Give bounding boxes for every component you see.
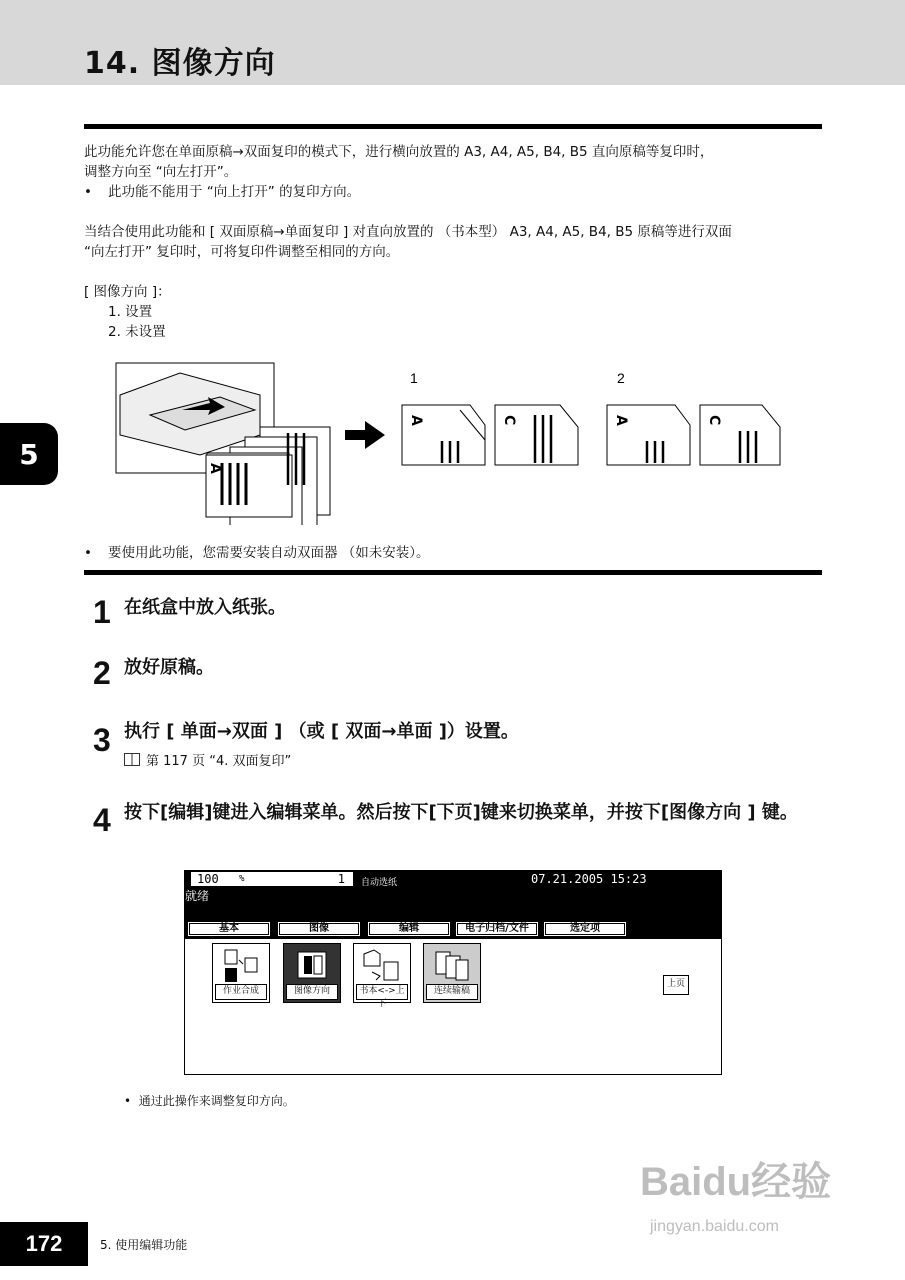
step-2-text: 放好原稿。 — [124, 657, 214, 678]
reference-text: 第 117 页 “4. 双面复印” — [146, 754, 292, 769]
step-4-number: 4 — [93, 802, 111, 838]
job-build-button[interactable] — [212, 943, 270, 1003]
continuous-feed-icon — [432, 948, 472, 984]
continuous-feed-button[interactable] — [423, 943, 481, 1003]
bullet-dot: • — [84, 545, 92, 561]
install-note — [84, 543, 430, 563]
job-build-label: 作业合成 — [215, 984, 267, 1000]
datetime: 07.21.2005 15:23 — [531, 872, 647, 886]
image-direction-icon — [292, 948, 332, 984]
step-1-number: 1 — [93, 594, 111, 630]
reference-link[interactable] — [124, 750, 291, 769]
up-page-button[interactable]: 上页 — [663, 975, 689, 995]
svg-text:A: A — [408, 415, 424, 426]
figure-label-2: 2 — [617, 370, 625, 386]
zoom-field — [191, 872, 353, 886]
bullet-dot: • — [84, 184, 92, 200]
intro-bullet — [84, 182, 360, 202]
svg-text:C: C — [501, 415, 517, 426]
zoom-percent: % — [239, 874, 245, 884]
section-rule-top — [84, 124, 822, 129]
chapter-tab: 5 — [0, 423, 58, 485]
step-3-text: 执行 [ 单面→双面 ] （或 [ 双面→单面 ]）设置。 — [124, 721, 519, 742]
control-panel-screen — [184, 870, 722, 1075]
job-build-icon — [221, 948, 261, 984]
svg-text:A: A — [207, 463, 223, 474]
footer-section: 5. 使用编辑功能 — [100, 1238, 188, 1252]
book-tablet-button[interactable] — [353, 943, 411, 1009]
para2-line-1: 当结合使用此功能和 [ 双面原稿→单面复印 ] 对直向放置的 （书本型） A3, A4, A5, B4, B5 原稿等进行双面 — [84, 224, 732, 240]
screen-status-bar — [185, 871, 721, 939]
after-note-text: 通过此操作来调整复印方向。 — [138, 1094, 295, 1108]
right-arrow-icon — [345, 421, 385, 449]
orientation-figure — [110, 355, 810, 525]
section-rule-steps — [84, 570, 822, 575]
intro-bullet-text: 此功能不能用于 “向上打开” 的复印方向。 — [108, 184, 361, 200]
paper-select: 自动选纸 — [361, 878, 398, 888]
watermark-logo: Baidu经验 — [640, 1160, 832, 1204]
para2-line-2: “向左打开” 复印时，可将复印件调整至相同的方向。 — [84, 244, 400, 260]
tab-edit[interactable]: 编辑 — [367, 921, 451, 937]
bullet-dot: • — [124, 1094, 139, 1108]
step-2-number: 2 — [93, 655, 111, 691]
tab-options[interactable]: 选定项 — [543, 921, 627, 937]
book-tablet-label: 书本<->上下 — [356, 984, 408, 1000]
step-4-text: 按下[编辑]键进入编辑菜单。然后按下[下页]键来切换菜单，并按下[图像方向 ] 键。 — [124, 802, 798, 823]
watermark-url: jingyan.baidu.com — [650, 1218, 779, 1235]
after-note — [124, 1092, 295, 1109]
result-set-2 — [607, 405, 780, 465]
step-1-text: 在纸盒中放入纸张。 — [124, 597, 286, 618]
continuous-feed-label: 连续输稿 — [426, 984, 478, 1000]
step-3-number: 3 — [93, 722, 111, 758]
page-number: 172 — [0, 1222, 88, 1266]
copies-value: 1 — [337, 872, 345, 886]
install-note-text: 要使用此功能，您需要安装自动双面器 （如未安装）。 — [108, 545, 430, 561]
svg-text:C: C — [706, 415, 722, 426]
intro-line-2: 调整方向至 “向左打开”。 — [84, 164, 238, 180]
page-title: 14. 图像方向 — [84, 46, 276, 81]
tab-image[interactable]: 图像 — [277, 921, 361, 937]
book-icon — [124, 753, 140, 766]
image-direction-label: 图像方向 — [286, 984, 338, 1000]
book-tablet-icon — [362, 948, 402, 984]
zoom-value: 100 — [197, 872, 219, 886]
status-text: 就绪 — [185, 889, 210, 903]
intro-line-1: 此功能允许您在单面原稿→双面复印的模式下，进行横向放置的 A3, A4, A5, B4, B5 直向原稿等复印时， — [84, 144, 714, 160]
options-title: [ 图像方向 ]： — [84, 284, 171, 300]
svg-text:A: A — [613, 415, 629, 426]
tab-basic[interactable]: 基本 — [187, 921, 271, 937]
option-1: 1. 设置 — [108, 304, 153, 320]
tab-efiling[interactable]: 电子归档/文件 — [455, 921, 539, 937]
image-direction-button[interactable] — [283, 943, 341, 1003]
figure-label-1: 1 — [410, 370, 418, 386]
option-2: 2. 未设置 — [108, 324, 166, 340]
result-set-1 — [402, 405, 578, 465]
